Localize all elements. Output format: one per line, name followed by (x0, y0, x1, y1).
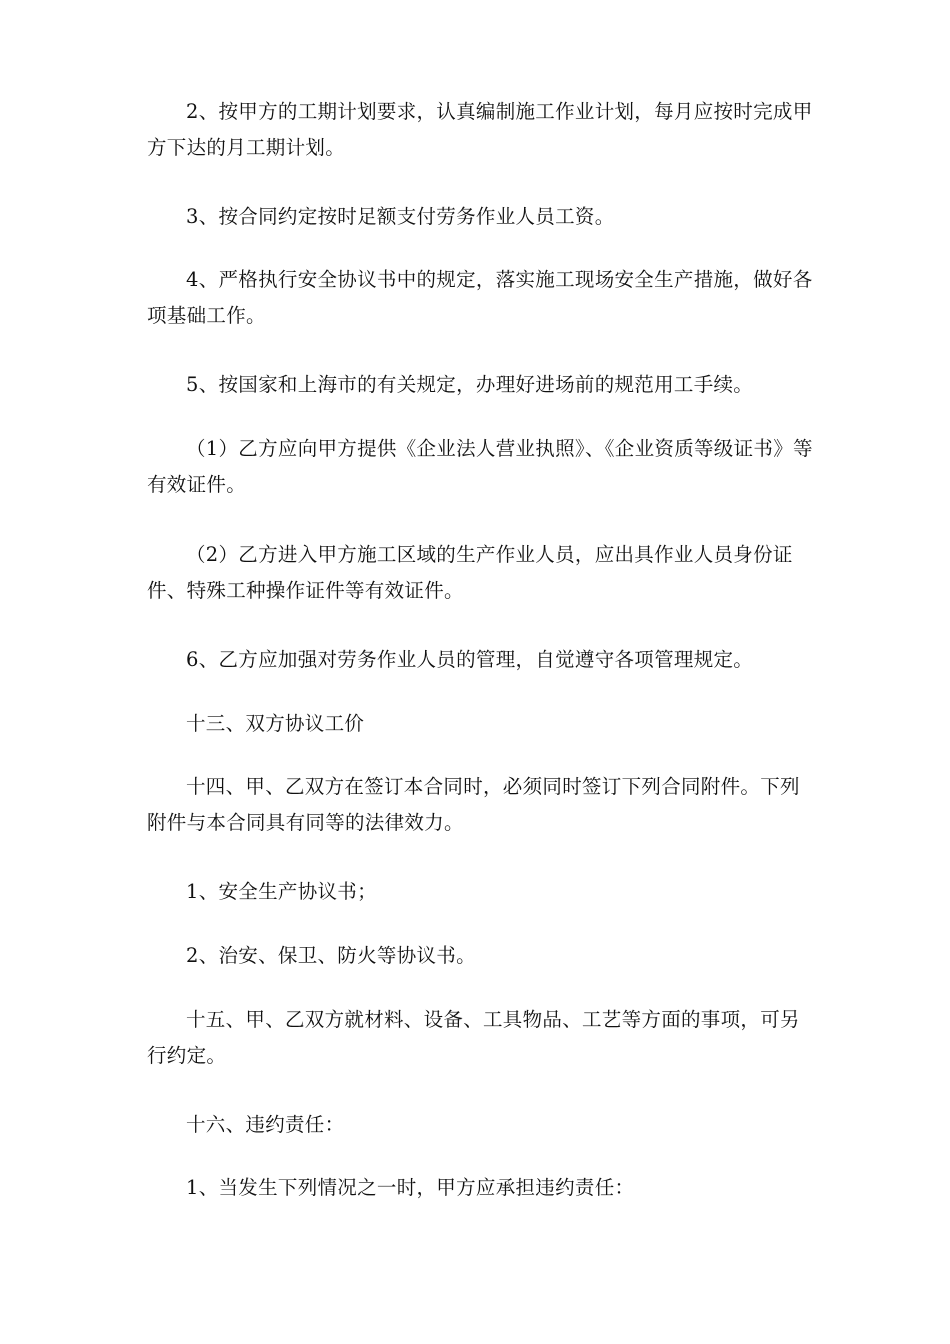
paragraph-duty-5: 5、按国家和上海市的有关规定，办理好进场前的规范用工手续。 (186, 373, 754, 396)
section-16-item-1: 1、当发生下列情况之一时，甲方应承担违约责任： (186, 1176, 635, 1199)
paragraph-duty-5-item-1: （1）乙方应向甲方提供《企业法人营业执照》、《企业资质等级证书》等有效证件。 (147, 437, 813, 496)
section-14-paragraph: 十四、甲、乙双方在签订本合同时，必须同时签订下列合同附件。下列附件与本合同具有同等的法律效力。 (147, 775, 800, 834)
paragraph-duty-3: 3、按合同约定按时足额支付劳务作业人员工资。 (186, 205, 615, 228)
paragraph-duty-2: 2、按甲方的工期计划要求，认真编制施工作业计划，每月应按时完成甲方下达的月工期计划。 (147, 100, 813, 159)
section-14-item-2: 2、治安、保卫、防火等协议书。 (186, 944, 476, 967)
section-14-item-1: 1、安全生产协议书； (186, 880, 377, 903)
section-15-paragraph: 十五、甲、乙双方就材料、设备、工具物品、工艺等方面的事项，可另行约定。 (147, 1008, 800, 1067)
section-13-heading: 十三、双方协议工价 (186, 712, 365, 735)
section-16-heading: 十六、违约责任： (186, 1113, 345, 1136)
paragraph-duty-5-item-2: （2）乙方进入甲方施工区域的生产作业人员，应出具作业人员身份证件、特殊工种操作证件等有效证件。 (147, 543, 793, 602)
paragraph-duty-6: 6、乙方应加强对劳务作业人员的管理，自觉遵守各项管理规定。 (186, 648, 754, 671)
paragraph-duty-4: 4、严格执行安全协议书中的规定，落实施工现场安全生产措施，做好各项基础工作。 (147, 268, 813, 327)
